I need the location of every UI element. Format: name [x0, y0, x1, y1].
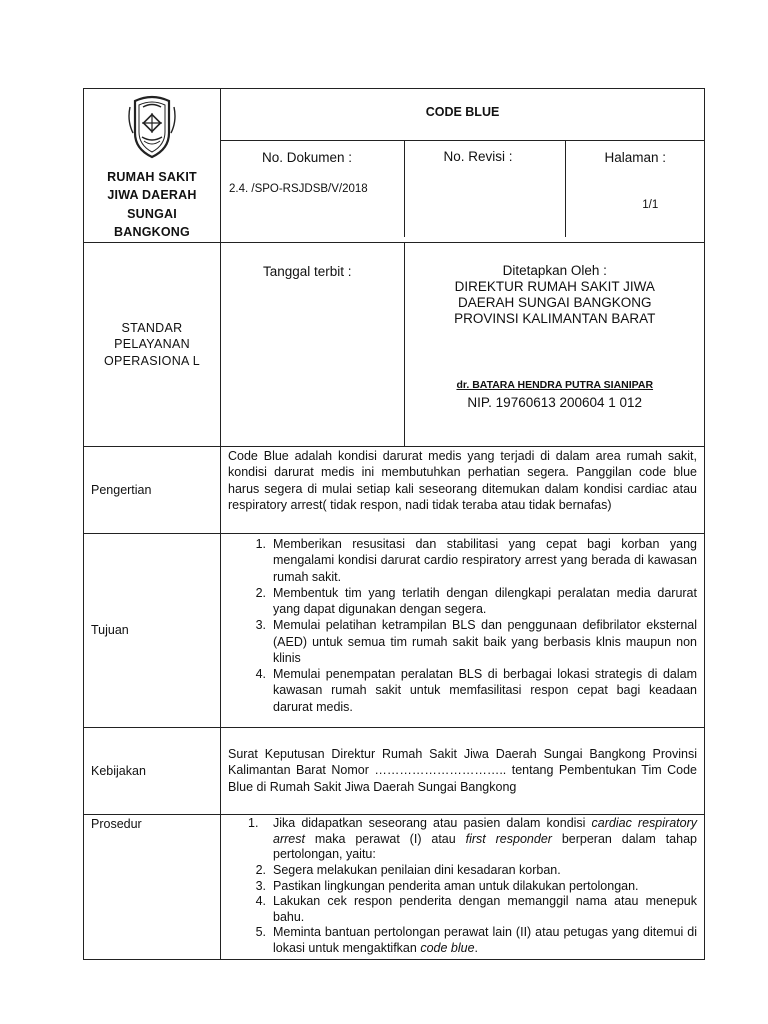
- purpose-cell: [221, 534, 705, 728]
- approval-line: PROVINSI KALIMANTAN BARAT: [454, 310, 656, 326]
- list-item: 3. Memulai pelatihan ketrampilan BLS dan penggunaan defibrilator eksternal (AED) untuk semua tim rumah sakit baik yang berbasis klnis maupun non klinis: [255, 618, 697, 665]
- issue-approval-cell: [221, 243, 705, 447]
- approval-line: DIREKTUR RUMAH SAKIT JIWA: [454, 278, 655, 294]
- list-item: 3. Pastikan lingkungan penderita aman untuk dilakukan pertolongan.: [255, 878, 639, 893]
- list-item: 5. Meminta bantuan pertolongan perawat lain (II) atau petugas yang ditemui di lokasi untuk mengaktifkan code blue.: [255, 925, 697, 955]
- issue-date-cell: [221, 243, 404, 446]
- definition-label: Pengertian: [84, 447, 221, 534]
- doc-number-label: No. Dokumen :: [262, 150, 353, 166]
- signer-nip: NIP. 19760613 200604 1 012: [467, 394, 643, 410]
- purpose-list: [228, 536, 697, 715]
- doc-number-value: 2.4. /SPO-RSJDSB/V/2018: [229, 182, 368, 195]
- approval-cell: [404, 243, 705, 446]
- document-meta-cell: [221, 141, 705, 243]
- hospital-name-line: JIWA DAERAH: [107, 188, 197, 203]
- list-item: 2. Membentuk tim yang terlatih dengan dilengkapi peralatan media darurat yang dapat digunakan dengan segera.: [255, 585, 697, 616]
- approval-label: Ditetapkan Oleh :: [502, 263, 607, 278]
- signer-name: dr. BATARA HENDRA PUTRA SIANIPAR: [456, 379, 654, 391]
- policy-label: Kebijakan: [84, 728, 221, 815]
- list-item: 1. Jika didapatkan seseorang atau pasien dalam kondisi cardiac respiratory arrest maka perawat (I) atau first responder berperan dalam tahap pertolongan, yaitu:: [248, 816, 697, 862]
- hospital-name-line: BANGKONG: [114, 224, 190, 239]
- sop-title: STANDAR PELAYANAN OPERASIONA L: [84, 243, 221, 447]
- list-item: 4. Memulai penempatan peralatan BLS di berbagai lokasi strategis di dalam kawasan rumah sakit untuk memfasilitasi respon cepat bagi keadaan darurat medis.: [255, 667, 697, 714]
- hospital-name-line: RUMAH SAKIT: [107, 170, 197, 184]
- list-item: 4. Lakukan cek respon penderita dengan memanggil nama atau menepuk bahu.: [255, 894, 697, 924]
- procedure-cell: [221, 815, 705, 960]
- policy-text: Surat Keputusan Direktur Rumah Sakit Jiwa Daerah Sungai Bangkong Provinsi Kalimantan Barat Nomor ………………………….. tentang Pembentukan Tim Code Blue di Rumah Sakit Jiwa Daerah Sungai Bangkong: [221, 728, 705, 815]
- page-value: 1/1: [642, 198, 659, 211]
- procedure-label: Prosedur: [84, 815, 221, 960]
- page-cell: [565, 141, 705, 237]
- document-meta-table: [221, 141, 705, 237]
- list-item: 2. Segera melakukan penilaian dini kesadaran korban.: [255, 862, 561, 877]
- revision-label: No. Revisi :: [443, 149, 513, 165]
- hospital-header-cell: [84, 89, 221, 243]
- hospital-emblem-icon: [127, 93, 177, 159]
- issue-approval-table: [221, 243, 705, 446]
- definition-text: Code Blue adalah kondisi darurat medis yang terjadi di dalam area rumah sakit, kondisi darurat medis ini membutuhkan perhatian segera. Panggilan code blue harus segera di mulai setiap kali seseorang ditemukan dalam kondisi cardiac atau respiratory arrest( tidak respon, nadi tidak teraba atau tidak bernafas): [221, 447, 705, 534]
- doc-number-cell: [221, 141, 404, 237]
- approval-line: DAERAH SUNGAI BANGKONG: [457, 294, 652, 310]
- issue-date-label: Tanggal terbit :: [263, 264, 352, 279]
- page-label: Halaman :: [604, 150, 667, 166]
- purpose-label: Tujuan: [84, 534, 221, 728]
- document-title: CODE BLUE: [221, 89, 705, 141]
- procedure-list: [228, 816, 697, 957]
- hospital-name-line: SUNGAI: [127, 206, 177, 221]
- list-item: 1. Memberikan resusitasi dan stabilitasi yang cepat bagi korban yang mengalami kondisi darurat cardio respiratory arrest yang berada di kawasan rumah sakit.: [255, 537, 697, 584]
- sop-document-table: [83, 88, 705, 960]
- revision-cell: [404, 141, 565, 237]
